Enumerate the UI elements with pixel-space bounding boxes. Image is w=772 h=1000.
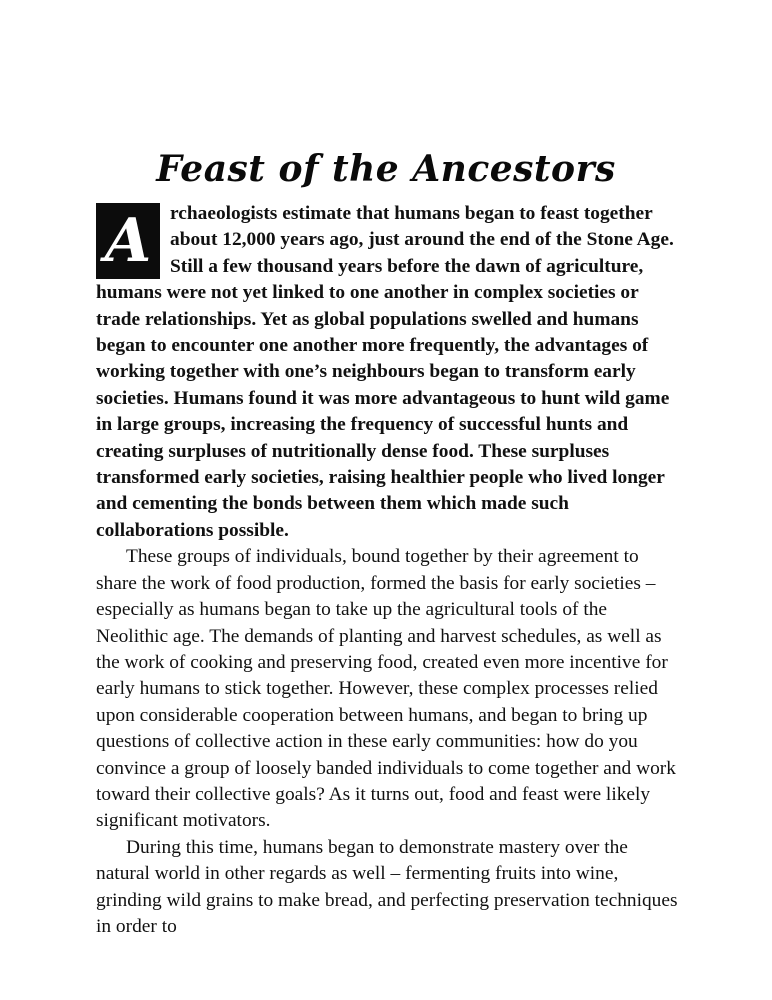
body-paragraph: These groups of individuals, bound together by their agreement to share the work of food production, formed the basis for early societies – especially as humans began to take up the agricultural tools of the Neolithic age. The demands of planting and harvest schedules, as well as the work of cooking and preserving food, created even more incentive for early humans to stick together. However, these complex processes relied upon considerable cooperation between humans, and began to bring up questions of collective action in these early communities: how do you convince a group of loosely banded individuals to come together and work toward their collective goals? As it turns out, food and feast were likely significant motivators. [96, 546, 676, 832]
lead-paragraph-text: rchaeologists estimate that humans began to feast together about 12,000 years ago, just around the end of the Stone Age. Still a few thousand years before the dawn of agriculture, humans were not yet linked to one another in complex societies or trade relationships. Yet as global populations swelled and humans began to encounter one another more frequently, the advantages of working together with one’s neighbours began to transform early societies. Humans found it was more advantageous to hunt wild game in large groups, increasing the frequency of successful hunts and creating surpluses of nutritionally dense food. These surpluses transformed early societies, raising healthier people who lived longer and cementing the bonds between them which made such collaborations possible. [96, 203, 674, 541]
body-paragraph: During this time, humans began to demonstrate mastery over the natural world in other regards as well – fermenting fruits into wine, grinding wild grains to make bread, and perfecting preservation techniques in order to [96, 836, 678, 937]
lead-paragraph [96, 201, 678, 544]
drop-cap-letter: A [96, 203, 160, 279]
page-title: Feast of the Ancestors [156, 148, 616, 190]
article-body [96, 201, 678, 940]
